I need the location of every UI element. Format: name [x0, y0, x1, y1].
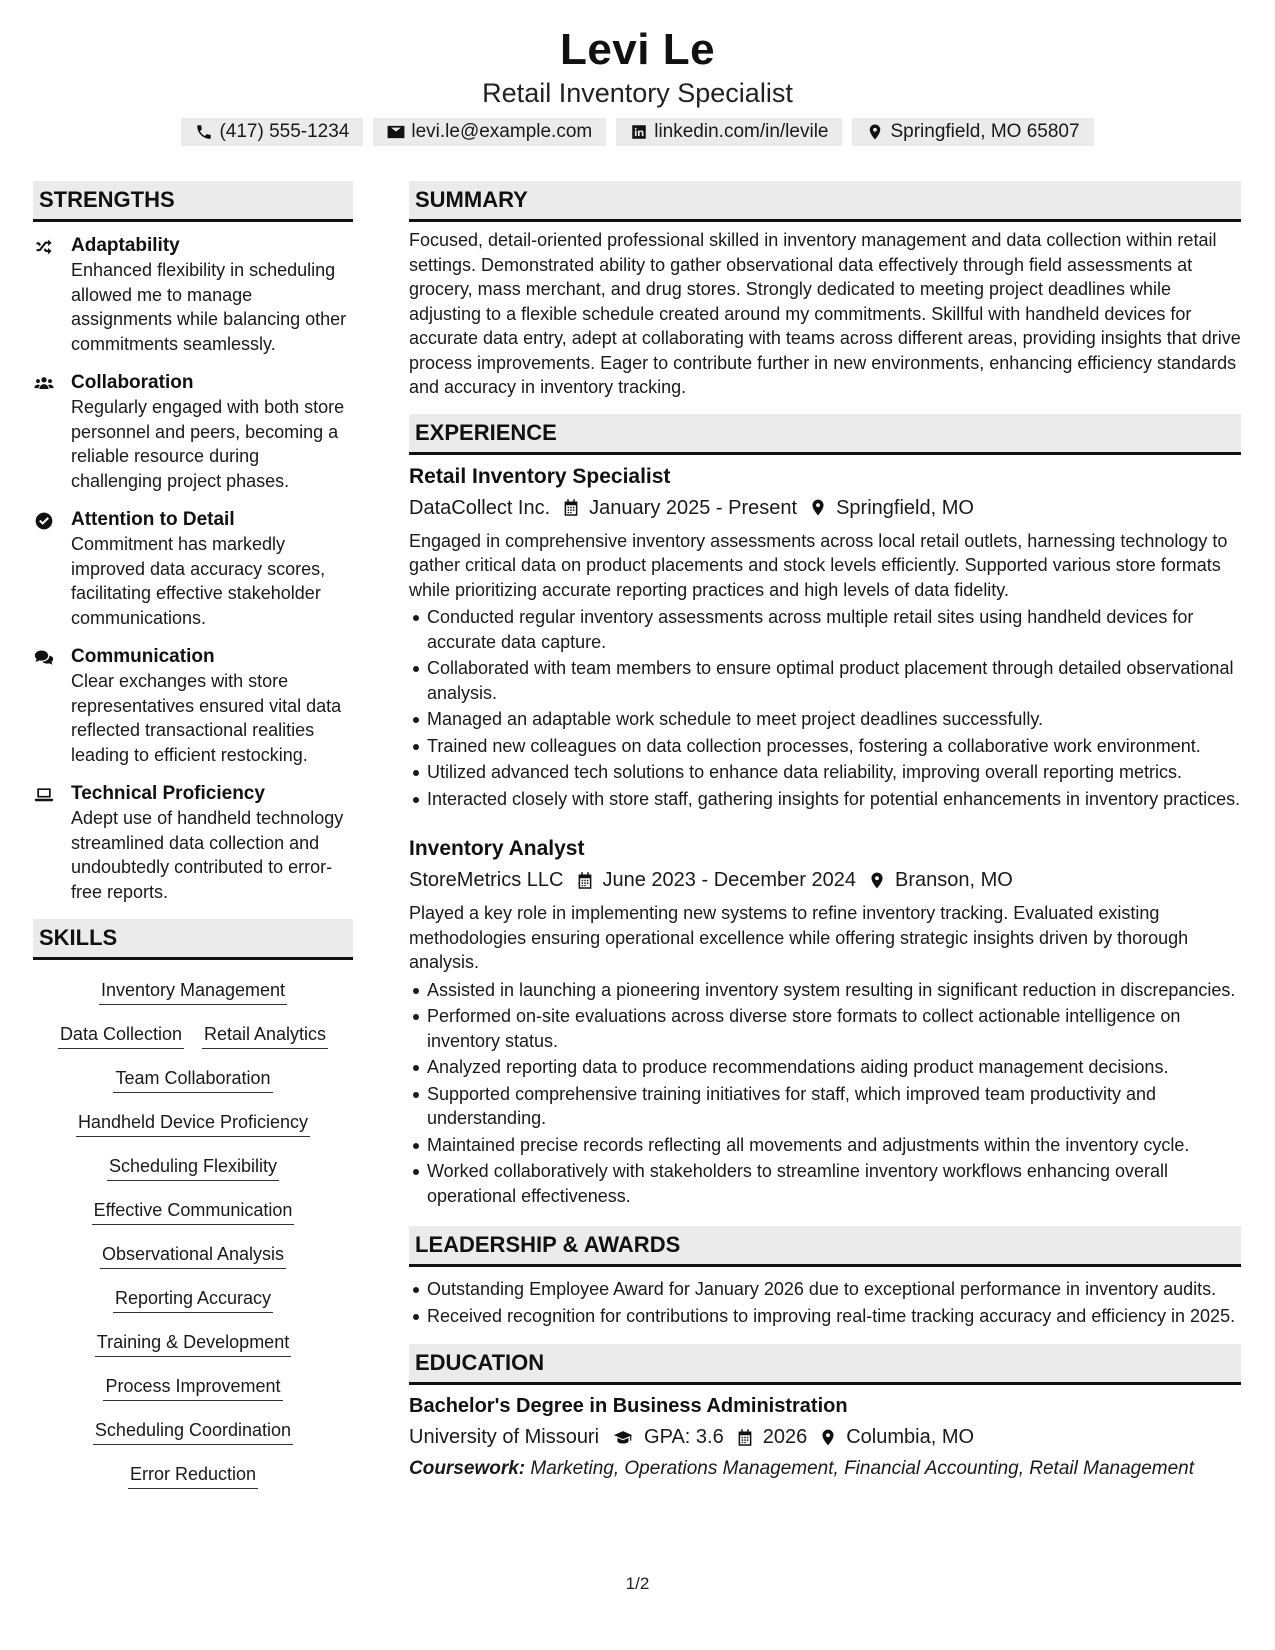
coursework	[409, 1454, 1241, 1484]
contact-linkedin[interactable]	[616, 118, 842, 146]
strength-item	[33, 645, 353, 767]
contact-location	[852, 118, 1093, 146]
list-item: Analyzed reporting data to produce recommendations aiding product management decisions.	[409, 1055, 1241, 1080]
strength-title: Collaboration	[71, 372, 194, 393]
users-icon	[33, 374, 55, 394]
contact-email[interactable]	[373, 118, 606, 146]
strength-desc: Enhanced flexibility in scheduling allowed me to manage assignments while balancing other commitments seamlessly.	[71, 260, 347, 354]
skill-tag: Team Collaboration	[113, 1066, 272, 1093]
awards-section	[409, 1226, 1241, 1328]
job-bullets	[409, 978, 1241, 1209]
job-dates: January 2025 - Present	[589, 496, 798, 519]
education-section	[409, 1344, 1241, 1484]
strength-desc: Regularly engaged with both store personnel and peers, becoming a reliable resource during challenging project phases.	[71, 397, 345, 491]
list-item: Received recognition for contributions to improving real-time tracking accuracy and efficiency in 2025.	[409, 1304, 1241, 1329]
strength-title: Technical Proficiency	[71, 783, 265, 804]
skill-tag: Data Collection	[58, 1022, 184, 1049]
strength-item	[33, 371, 353, 493]
list-item: Interacted closely with store staff, gathering insights for potential enhancements in inventory practices.	[409, 787, 1241, 812]
job-entry	[409, 463, 1241, 812]
job-meta	[409, 493, 1241, 523]
skills-section	[33, 919, 353, 1489]
education-heading: EDUCATION	[409, 1344, 1241, 1385]
summary-heading: SUMMARY	[409, 181, 1241, 222]
skill-tag: Observational Analysis	[100, 1242, 286, 1269]
strength-item	[33, 508, 353, 630]
map-pin-icon	[809, 498, 827, 517]
skill-tag: Reporting Accuracy	[113, 1286, 273, 1313]
strength-title: Attention to Detail	[71, 509, 235, 530]
shuffle-icon	[33, 237, 55, 257]
calendar-icon	[576, 871, 594, 890]
skill-tag: Effective Communication	[92, 1198, 295, 1225]
skill-tag: Handheld Device Proficiency	[76, 1110, 310, 1137]
graduation-year: 2026	[762, 1426, 808, 1448]
job-company: DataCollect Inc.	[409, 496, 551, 519]
skills-heading: SKILLS	[33, 919, 353, 960]
contact-phone[interactable]	[181, 118, 363, 146]
contact-location-text: Springfield, MO 65807	[890, 121, 1080, 142]
coursework-label: Coursework:	[409, 1458, 526, 1479]
resume-header	[0, 0, 1275, 146]
map-pin-icon	[866, 123, 884, 141]
list-item: Conducted regular inventory assessments across multiple retail sites using handheld devices for accurate data capture.	[409, 605, 1241, 654]
job-company: StoreMetrics LLC	[409, 869, 564, 891]
job-description: Played a key role in implementing new systems to refine inventory tracking. Evaluated existing methodologies ensuring operational excellence while offering strategic insights driven by thorough analysis.	[409, 903, 1189, 972]
list-item: Worked collaboratively with stakeholders to streamline inventory workflows enhancing overall operational effectiveness.	[409, 1159, 1241, 1208]
strengths-list	[33, 234, 353, 904]
laptop-icon	[33, 785, 55, 805]
right-column	[409, 181, 1241, 1484]
skills-list	[33, 978, 353, 1489]
job-meta	[409, 865, 1241, 895]
contact-email-text: levi.le@example.com	[411, 121, 593, 142]
calendar-icon	[736, 1428, 754, 1447]
job-title: Retail Inventory Specialist	[409, 464, 671, 488]
skill-tag: Training & Development	[95, 1330, 291, 1357]
candidate-name: Levi Le	[559, 25, 716, 74]
list-item: Supported comprehensive training initiatives for staff, which improved team productivity and understanding.	[409, 1082, 1241, 1131]
job-dates: June 2023 - December 2024	[602, 869, 856, 891]
job-entry	[409, 835, 1241, 1208]
job-description: Engaged in comprehensive inventory assessments across local retail outlets, harnessing technology to gather critical data on product placements and stock levels efficiently. Supported various store formats while prioritizing accurate reporting practices and high levels of data fidelity.	[409, 530, 1228, 600]
job-location: Branson, MO	[895, 869, 1013, 891]
strength-desc: Clear exchanges with store representatives ensured vital data reflected transactional realities leading to efficient restocking.	[71, 671, 342, 765]
graduation-cap-icon	[611, 1428, 635, 1447]
envelope-icon	[387, 123, 405, 141]
job-location: Springfield, MO	[836, 496, 974, 519]
skill-tag: Scheduling Flexibility	[107, 1154, 279, 1181]
experience-heading: EXPERIENCE	[409, 414, 1241, 455]
skill-tag: Retail Analytics	[202, 1022, 328, 1049]
strength-desc: Adept use of handheld technology streamlined data collection and undoubtedly contributed to error-free reports.	[71, 808, 344, 902]
strength-item	[33, 234, 353, 356]
contact-linkedin-text: linkedin.com/in/levile	[654, 121, 829, 142]
comments-icon	[33, 648, 55, 668]
skill-tag: Error Reduction	[128, 1462, 258, 1489]
skill-tag: Process Improvement	[103, 1374, 282, 1401]
job-bullets	[409, 605, 1241, 811]
experience-section	[409, 414, 1241, 1209]
contact-bar	[0, 118, 1275, 146]
job-title: Inventory Analyst	[409, 837, 585, 860]
coursework-list: Marketing, Operations Management, Financial Accounting, Retail Management	[530, 1458, 1195, 1479]
list-item: Outstanding Employee Award for January 2026 due to exceptional performance in inventory audits.	[409, 1277, 1241, 1302]
list-item: Assisted in launching a pioneering inventory system resulting in significant reduction in discrepancies.	[409, 978, 1241, 1003]
education-meta	[409, 1422, 1241, 1452]
awards-heading: LEADERSHIP & AWARDS	[409, 1226, 1241, 1267]
school-name: University of Missouri	[409, 1426, 600, 1448]
strength-desc: Commitment has markedly improved data accuracy scores, facilitating effective stakeholder communications.	[71, 534, 326, 628]
strength-title: Communication	[71, 646, 215, 667]
awards-list	[409, 1277, 1241, 1328]
strength-item	[33, 782, 353, 904]
summary-text: Focused, detail-oriented professional skilled in inventory management and data collection within retail settings. Demonstrated ability to gather observational data effectively through field assessments at grocery, mass merchant, and drug stores. Strongly dedicated to meeting project deadlines while adjusting to a flexible schedule created around my commitments. Skillful with handheld devices for accurate data entry, adept at collaborating with teams across different areas, providing insights that drive process improvements. Eager to contribute further in new environments, enhancing efficiency standards and accuracy in inventory tracking.	[409, 230, 1241, 397]
list-item: Maintained precise records reflecting all movements and adjustments within the inventory cycle.	[409, 1133, 1241, 1158]
candidate-title: Retail Inventory Specialist	[482, 78, 793, 108]
list-item: Performed on-site evaluations across diverse store formats to collect actionable intelligence on inventory status.	[409, 1004, 1241, 1053]
list-item: Trained new colleagues on data collection processes, fostering a collaborative work environment.	[409, 734, 1241, 759]
map-pin-icon	[868, 871, 886, 890]
left-column	[33, 181, 353, 1489]
calendar-icon	[562, 498, 580, 517]
phone-icon	[195, 123, 213, 141]
school-location: Columbia, MO	[846, 1426, 975, 1448]
skill-tag: Inventory Management	[99, 978, 287, 1005]
strength-title: Adaptability	[71, 235, 180, 256]
contact-phone-text: (417) 555-1234	[219, 121, 350, 142]
strengths-heading: STRENGTHS	[33, 181, 353, 222]
list-item: Collaborated with team members to ensure optimal product placement through detailed observational analysis.	[409, 656, 1241, 705]
skill-tag: Scheduling Coordination	[93, 1418, 293, 1445]
page-number: 1/2	[625, 1574, 650, 1593]
list-item: Utilized advanced tech solutions to enhance data reliability, improving overall reporting metrics.	[409, 760, 1241, 785]
check-circle-icon	[33, 511, 55, 531]
gpa: GPA: 3.6	[644, 1426, 724, 1448]
list-item: Managed an adaptable work schedule to meet project deadlines successfully.	[409, 707, 1241, 732]
degree-title: Bachelor's Degree in Business Administration	[409, 1395, 848, 1417]
map-pin-icon	[819, 1428, 837, 1447]
linkedin-icon	[630, 123, 648, 141]
